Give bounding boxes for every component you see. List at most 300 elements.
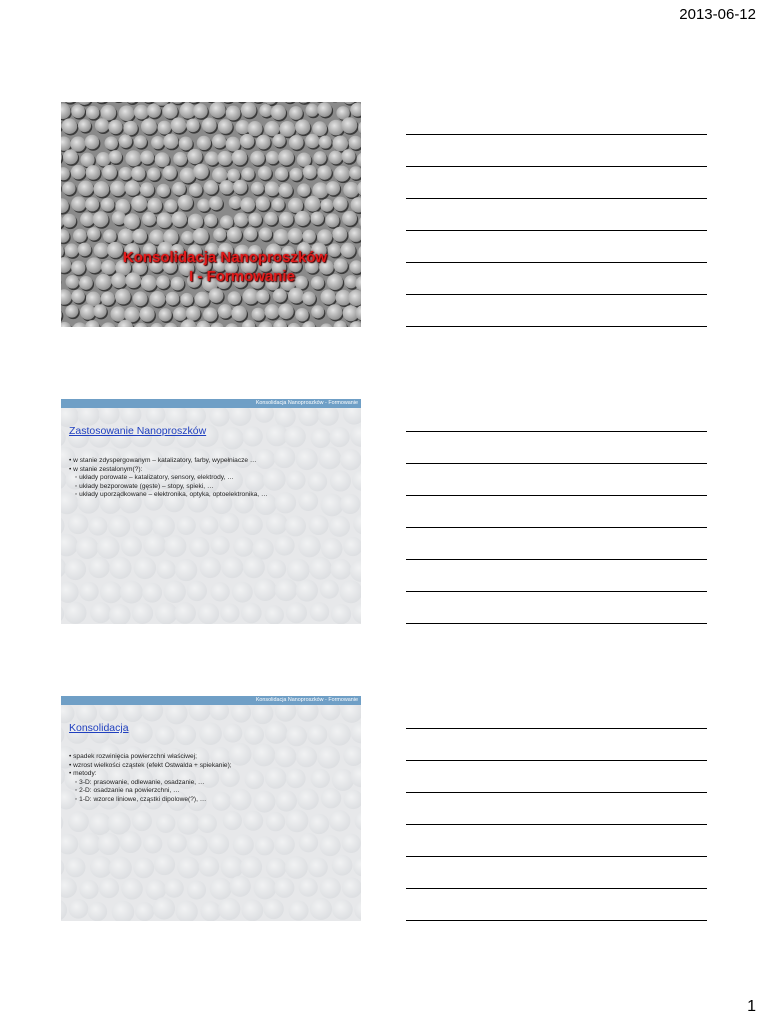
slide-1-thumbnail (61, 102, 361, 327)
sphere-particle (71, 196, 86, 211)
sphere-particle (100, 581, 122, 603)
sphere-particle (131, 722, 152, 743)
sphere-particle (279, 212, 294, 227)
sphere-particle (203, 307, 217, 321)
sphere-particle (295, 211, 310, 226)
sphere-particle (332, 227, 347, 242)
sphere-particle (273, 320, 287, 327)
sphere-particle (306, 104, 319, 117)
sphere-particle (209, 102, 225, 118)
sphere-particle (71, 104, 85, 118)
sphere-particle (141, 118, 157, 134)
sphere-particle (208, 833, 229, 854)
sphere-particle (303, 165, 317, 179)
sphere-particle (174, 602, 196, 624)
sphere-particle (63, 149, 78, 164)
sphere-particle (308, 857, 328, 877)
sphere-particle (308, 472, 327, 491)
sphere-particle (332, 136, 348, 152)
sphere-particle (296, 746, 317, 767)
sphere-particle (253, 791, 275, 813)
sphere-particle (164, 323, 178, 327)
sphere-particle (221, 856, 244, 879)
sphere-particle (343, 537, 361, 556)
sphere-particle (330, 427, 350, 447)
sphere-particle (101, 198, 115, 212)
sphere-particle (329, 516, 350, 537)
sphere-particle (244, 725, 264, 745)
sphere-particle (73, 229, 87, 243)
sphere-particle (358, 120, 361, 134)
sphere-particle (171, 211, 187, 227)
sphere-particle (98, 833, 120, 855)
sphere-particle (80, 304, 95, 319)
sphere-particle (240, 856, 262, 878)
sphere-particle (61, 877, 77, 898)
sphere-particle (265, 605, 284, 624)
list-item: ◦ układy uporządkowane – elektronika, optyka, optoelektronika, … (75, 491, 268, 499)
list-item: ◦ układy porowate – katalizatory, sensory, elektrody, … (75, 474, 234, 482)
sphere-particle (132, 811, 152, 831)
sphere-particle (302, 291, 316, 305)
sphere-particle (357, 152, 361, 168)
sphere-particle (119, 134, 133, 148)
sphere-particle (348, 136, 361, 150)
sphere-particle (250, 151, 265, 166)
sphere-particle (265, 181, 280, 196)
sphere-particle (321, 494, 344, 517)
sphere-particle (230, 876, 251, 897)
sphere-particle (321, 538, 343, 560)
sphere-particle (343, 790, 361, 809)
sphere-particle (359, 215, 361, 229)
sphere-particle (319, 323, 333, 327)
sphere-particle (242, 514, 263, 535)
sphere-particle (333, 320, 346, 327)
note-line (406, 792, 707, 793)
sphere-particle (272, 134, 285, 147)
sphere-particle (274, 878, 294, 898)
slide-1-title-line-1: Konsolidacja Nanoproszków (122, 249, 328, 266)
sphere-particle (223, 723, 242, 742)
sphere-particle (220, 215, 233, 228)
sphere-particle (211, 536, 230, 555)
sphere-particle (265, 767, 287, 789)
sphere-particle (172, 182, 186, 196)
sphere-particle (297, 788, 319, 810)
sphere-particle (86, 165, 101, 180)
sphere-particle (147, 104, 161, 118)
sphere-particle (305, 196, 321, 212)
sphere-particle (132, 229, 147, 244)
sphere-particle (295, 119, 310, 134)
sphere-particle (103, 229, 117, 243)
sphere-particle (134, 557, 156, 579)
sphere-particle (230, 789, 252, 811)
sphere-particle (264, 212, 277, 225)
sphere-particle (157, 560, 176, 579)
sphere-particle (342, 211, 357, 226)
sphere-particle (349, 166, 361, 179)
sphere-particle (179, 136, 193, 150)
sphere-particle (90, 602, 111, 623)
sphere-particle (100, 105, 116, 121)
sphere-particle (254, 578, 277, 601)
sphere-particle (101, 322, 116, 327)
sphere-particle (253, 877, 276, 900)
sphere-particle (202, 118, 217, 133)
note-line (406, 623, 707, 624)
sphere-particle (177, 516, 196, 535)
sphere-particle (310, 898, 332, 920)
sphere-particle (274, 535, 294, 555)
sphere-particle (286, 602, 307, 623)
sphere-particle (278, 183, 292, 197)
sphere-particle (360, 102, 361, 103)
sphere-particle (332, 899, 353, 920)
sphere-particle (133, 291, 148, 306)
sphere-particle (311, 305, 324, 318)
sphere-particle (296, 448, 318, 470)
sphere-particle (61, 322, 71, 327)
sphere-particle (61, 534, 78, 557)
sphere-particle (245, 770, 264, 789)
sphere-particle (288, 228, 303, 243)
sphere-particle (319, 136, 332, 149)
sphere-particle (279, 121, 295, 137)
sphere-particle (199, 856, 220, 877)
sphere-particle (133, 515, 153, 535)
sphere-particle (243, 426, 263, 446)
sphere-particle (311, 428, 331, 448)
sphere-particle (163, 134, 178, 149)
sphere-particle (256, 135, 271, 150)
sphere-particle (225, 323, 239, 327)
sphere-particle (154, 854, 175, 875)
sphere-particle (305, 134, 319, 148)
sphere-particle (227, 169, 240, 182)
note-line (406, 856, 707, 857)
sphere-particle (178, 195, 193, 210)
sphere-particle (272, 198, 285, 211)
sphere-particle (68, 811, 89, 832)
sphere-particle (266, 858, 286, 878)
sphere-particle (213, 228, 226, 241)
sphere-particle (112, 211, 126, 225)
sphere-particle (153, 897, 175, 919)
sphere-particle (259, 227, 272, 240)
sphere-particle (99, 702, 118, 721)
sphere-particle (173, 307, 187, 321)
sphere-particle (61, 703, 74, 723)
sphere-particle (99, 878, 119, 898)
note-line (406, 920, 707, 921)
sphere-particle (234, 213, 248, 227)
sphere-particle (61, 857, 64, 877)
sphere-particle (79, 880, 98, 899)
sphere-particle (352, 469, 361, 491)
sphere-particle (101, 291, 115, 305)
sphere-particle (232, 582, 253, 603)
sphere-particle (244, 227, 258, 241)
sphere-particle (163, 103, 178, 118)
sphere-particle (317, 229, 332, 244)
sphere-particle (175, 559, 197, 581)
sphere-particle (318, 447, 341, 470)
sphere-particle (187, 581, 207, 601)
sphere-particle (289, 168, 302, 181)
sphere-particle (61, 428, 66, 447)
note-line (406, 134, 707, 135)
sphere-particle (298, 491, 318, 511)
sphere-particle (212, 134, 226, 148)
sphere-particle (165, 702, 187, 724)
sphere-particle (61, 834, 78, 855)
sphere-particle (198, 603, 219, 624)
sphere-particle (93, 304, 107, 318)
sphere-particle (61, 405, 79, 427)
sphere-particle (88, 902, 107, 921)
sphere-particle (342, 878, 361, 898)
sphere-particle (193, 164, 209, 180)
sphere-particle (78, 180, 94, 196)
note-line (406, 888, 707, 889)
sphere-particle (85, 197, 99, 211)
sphere-particle (221, 427, 243, 449)
sphere-particle (266, 812, 285, 831)
sphere-particle (329, 150, 343, 164)
sphere-particle (252, 703, 274, 725)
sphere-particle (198, 814, 217, 833)
sphere-particle (70, 136, 85, 151)
sphere-particle (255, 836, 274, 855)
sphere-particle (87, 227, 100, 240)
sphere-particle (219, 513, 239, 533)
sphere-particle (125, 180, 141, 196)
sphere-particle (108, 515, 130, 537)
sphere-particle (231, 703, 251, 723)
sphere-particle (251, 182, 264, 195)
sphere-particle (93, 211, 109, 227)
sphere-particle (61, 813, 63, 833)
sphere-particle (187, 880, 206, 899)
sphere-particle (167, 833, 187, 853)
sphere-particle (298, 535, 320, 557)
note-line (406, 527, 707, 528)
sphere-particle (187, 834, 208, 855)
sphere-particle (177, 856, 199, 878)
page-number: 1 (747, 998, 756, 1015)
sphere-particle (275, 167, 288, 180)
sphere-particle (109, 150, 122, 163)
note-line (406, 262, 707, 263)
note-line (406, 824, 707, 825)
sphere-particle (223, 811, 242, 830)
sphere-particle (275, 406, 296, 427)
sphere-particle (255, 196, 270, 211)
sphere-particle (155, 602, 177, 624)
sphere-particle (61, 582, 79, 603)
sphere-particle (93, 181, 109, 197)
sphere-particle (341, 117, 357, 133)
print-date: 2013-06-12 (679, 6, 756, 23)
sphere-particle (186, 306, 201, 321)
sphere-particle (69, 899, 89, 919)
sphere-particle (163, 581, 185, 603)
list-item: • wzrost wielkości cząstek (efekt Ostwalda + spiekanie); (69, 761, 232, 769)
sphere-particle (124, 213, 140, 229)
sphere-particle (180, 293, 193, 306)
sphere-particle (284, 426, 306, 448)
sphere-particle (285, 809, 308, 832)
sphere-particle (147, 198, 162, 213)
sphere-particle (264, 304, 279, 319)
sphere-particle (110, 306, 125, 321)
sphere-particle (61, 766, 65, 785)
sphere-particle (320, 580, 339, 599)
sphere-particle (309, 557, 332, 580)
sphere-particle (307, 724, 327, 744)
sphere-particle (142, 212, 156, 226)
sphere-particle (340, 494, 360, 514)
sphere-particle (226, 137, 241, 152)
sphere-particle (150, 291, 166, 307)
slide-2-bullet-list (69, 457, 268, 500)
sphere-particle (285, 856, 308, 879)
sphere-particle (353, 513, 361, 534)
list-item: ◦ 1-D: wzorce liniowe, cząstki dipolowe(?), … (75, 795, 207, 803)
sphere-particle (171, 117, 187, 133)
note-line (406, 728, 707, 729)
sphere-particle (241, 603, 262, 624)
sphere-particle (287, 323, 301, 327)
sphere-particle (233, 180, 247, 194)
sphere-particle (123, 121, 137, 135)
sphere-particle (210, 878, 232, 900)
sphere-particle (274, 446, 296, 468)
sphere-particle (302, 230, 316, 244)
note-line (406, 591, 707, 592)
note-line (406, 559, 707, 560)
sphere-particle (299, 878, 318, 897)
sphere-particle (226, 106, 241, 121)
sphere-particle (193, 228, 209, 244)
sphere-particle (218, 304, 232, 318)
note-line (406, 326, 707, 327)
sphere-particle (90, 856, 112, 878)
sphere-particle (110, 181, 125, 196)
note-line (406, 431, 707, 432)
sphere-particle (318, 405, 339, 426)
sphere-particle (295, 308, 308, 321)
sphere-particle (181, 231, 194, 244)
sphere-particle (80, 153, 94, 167)
sphere-particle (320, 835, 341, 856)
sphere-particle (321, 289, 336, 304)
sphere-particle (143, 834, 162, 853)
nanoparticle-micrograph-image (61, 102, 361, 327)
sphere-particle (147, 167, 160, 180)
sphere-particle (62, 182, 75, 195)
sphere-particle (310, 212, 324, 226)
sphere-particle (119, 167, 132, 180)
sphere-particle (65, 305, 78, 318)
sphere-particle (339, 580, 361, 603)
sphere-particle (65, 857, 85, 877)
slide-3-title: Konsolidacja (69, 722, 129, 734)
sphere-particle (80, 212, 94, 226)
sphere-particle (220, 604, 239, 623)
sphere-particle (134, 135, 147, 148)
sphere-particle (140, 182, 154, 196)
sphere-particle (125, 150, 141, 166)
sphere-particle (297, 183, 310, 196)
sphere-particle (311, 769, 330, 788)
sphere-particle (199, 722, 222, 745)
sphere-particle (65, 559, 87, 581)
note-line (406, 166, 707, 167)
sphere-particle (252, 308, 265, 321)
sphere-particle (176, 725, 197, 746)
sphere-particle (61, 515, 64, 537)
sphere-particle (354, 900, 361, 921)
sphere-particle (85, 320, 100, 327)
sphere-particle (330, 559, 351, 580)
sphere-particle (278, 303, 294, 319)
sphere-particle (95, 118, 109, 132)
sphere-particle (62, 118, 78, 134)
sphere-particle (317, 165, 332, 180)
sphere-particle (79, 833, 101, 855)
slide-3-header-bar: Konsolidacja Nanoproszków - Formowanie (61, 696, 361, 705)
sphere-particle (355, 811, 361, 831)
sphere-particle (327, 304, 343, 320)
sphere-particle (231, 306, 247, 322)
list-item: • w stanie zestalonym(?): (69, 465, 143, 473)
sphere-particle (155, 152, 170, 167)
sphere-particle (241, 102, 257, 118)
sphere-particle (330, 470, 351, 491)
sphere-particle (286, 725, 307, 746)
sphere-particle (264, 121, 279, 136)
sphere-particle (328, 120, 344, 136)
sphere-particle (286, 769, 306, 789)
sphere-particle (209, 288, 224, 303)
sphere-particle (68, 513, 89, 534)
sphere-particle (102, 165, 117, 180)
sphere-particle (134, 105, 149, 120)
sphere-particle (317, 746, 340, 769)
sphere-particle (197, 136, 211, 150)
sphere-particle (189, 183, 203, 197)
sphere-particle (157, 121, 171, 135)
sphere-particle (325, 213, 339, 227)
sphere-particle (86, 106, 99, 119)
sphere-particle (157, 212, 173, 228)
sphere-particle (312, 121, 327, 136)
sphere-particle (241, 167, 254, 180)
sphere-particle (108, 812, 131, 835)
sphere-particle (118, 228, 134, 244)
sphere-particle (71, 165, 86, 180)
sphere-particle (61, 604, 64, 623)
sphere-particle (131, 195, 147, 211)
sphere-particle (275, 492, 296, 513)
sphere-particle (296, 579, 318, 601)
sphere-particle (349, 228, 361, 242)
sphere-particle (108, 120, 122, 134)
sphere-particle (72, 322, 87, 327)
